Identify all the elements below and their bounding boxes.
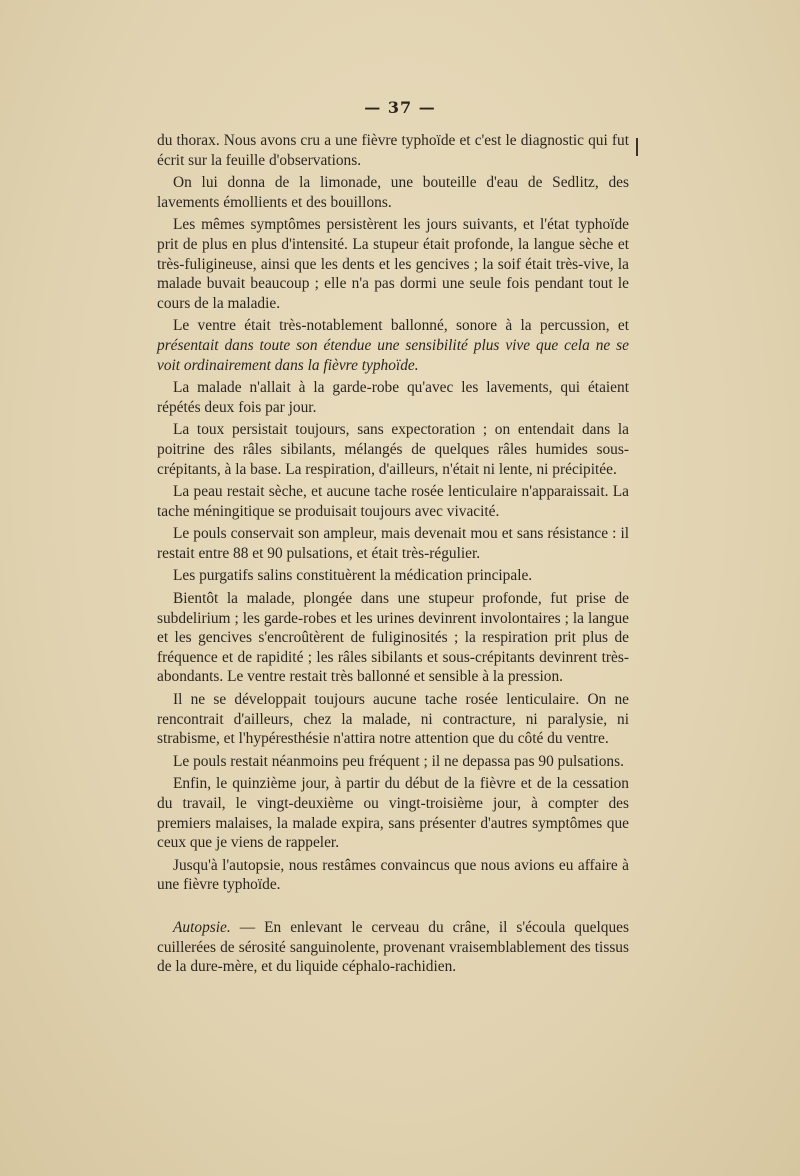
margin-mark	[636, 138, 638, 156]
paragraph-limonade: On lui donna de la limonade, une bouteille d'eau de Sedlitz, des lavements émollients et des bouillons.	[157, 174, 629, 211]
paragraph-bientot: Bientôt la malade, plongée dans une stupeur profonde, fut prise de subdelirium ; les garde-robes et les urines devinrent involontaires ; la langue et les gencives s'encroûtèrent de fuliginosités ; la respiration prit plus de fréquence et de rapidité ; les râles sibilants et sous-crépitants devinrent très-abondants. Le ventre restait très ballonné et sensible à la pression.	[157, 590, 629, 686]
paragraph-pouls: Le pouls conservait son ampleur, mais devenait mou et sans résistance : il restait entre 88 et 90 pulsations, et était très-régulier.	[157, 525, 629, 562]
section-gap	[157, 898, 629, 918]
autopsy-text: — En enlevant le cerveau du crâne, il s'écoula quelques cuillerées de sérosité sanguinolente, provenant vraisemblablement des tissus de la dure-mère, et du liquide céphalo-rachidien.	[157, 918, 629, 976]
paragraph-ventre-text: Le ventre était très-notablement ballonné, sonore à la percussion, et	[173, 317, 629, 335]
paragraph-toux: La toux persistait toujours, sans expectoration ; on entendait dans la poitrine des râles sibilants, mélangés de quelques râles humides sous-crépitants, à la base. La respiration, d'ailleurs, n'était ni lente, ni précipitée.	[157, 421, 629, 478]
paragraph-garde-robe: La malade n'allait à la garde-robe qu'avec les lavements, qui étaient répétés deux fois par jour.	[157, 379, 629, 416]
paragraph-thorax: du thorax. Nous avons cru a une fièvre typhoïde et c'est le diagnostic qui fut écrit sur la feuille d'observations.	[157, 132, 629, 169]
paragraph-ventre	[157, 316, 629, 375]
paragraph-pouls-frequence: Le pouls restait néanmoins peu fréquent ; il ne depassa pas 90 pulsations.	[173, 752, 624, 770]
page-number: — 37 —	[364, 98, 436, 117]
body-text	[157, 131, 629, 980]
paragraph-ventre-italic: présentait dans toute son étendue une sensibilité plus vive que cela ne se voit ordinairement dans la fièvre typhoïde.	[157, 336, 629, 374]
paragraph-symptomes: Les mêmes symptômes persistèrent les jours suivants, et l'état typhoïde prit de plus en plus d'intensité. La stupeur était profonde, la langue sèche et très-fuligineuse, ainsi que les dents et les gencives ; la soif était très-vive, la malade buvait beaucoup ; elle n'a pas dormi une seule fois pendant tout le cours de la maladie.	[157, 216, 629, 312]
paragraph-enfin: Enfin, le quinzième jour, à partir du début de la fièvre et de la cessation du travail, le vingt-deuxième ou vingt-troisième jour, à compter des premiers malaises, la malade expira, sans présenter d'autres symptômes que ceux que je viens de rappeler.	[157, 775, 629, 852]
paragraph-peau: La peau restait sèche, et aucune tache rosée lenticulaire n'apparaissait. La tache méningitique se produisait toujours avec vivacité.	[157, 483, 629, 520]
paragraph-purgatifs: Les purgatifs salins constituèrent la médication principale.	[173, 567, 533, 585]
autopsy-heading: Autopsie.	[173, 918, 231, 936]
paragraph-autopsie	[157, 918, 629, 977]
paragraph-autopsie-intro: Jusqu'à l'autopsie, nous restâmes convaincus que nous avions eu affaire à une fièvre typhoïde.	[157, 856, 629, 894]
paragraph-tache: Il ne se développait toujours aucune tache rosée lenticulaire. On ne rencontrait d'ailleurs, chez la malade, ni contracture, ni paralysie, ni strabisme, et l'hypéresthésie n'attira notre attention que du côté du ventre.	[157, 691, 629, 748]
